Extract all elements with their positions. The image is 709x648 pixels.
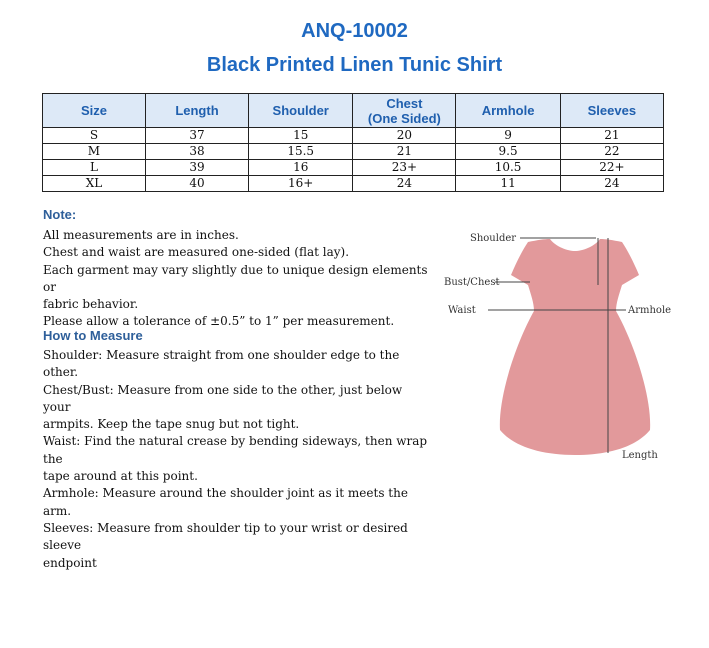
table-row (43, 160, 664, 176)
table-cell: 9.5 (456, 144, 560, 160)
how-to-measure-text (43, 347, 428, 572)
table-cell: 24 (353, 176, 456, 192)
table-cell: 16 (249, 160, 353, 176)
product-code: ANQ-10002 (301, 20, 408, 42)
armhole-label: Armhole (628, 305, 672, 316)
column-header-armhole: Armhole (456, 94, 560, 128)
shoulder-label: Shoulder (470, 233, 517, 244)
table-cell: 15.5 (249, 144, 353, 160)
note-line: All measurements are in inches. (43, 228, 239, 242)
table-cell: 15 (249, 128, 353, 144)
table-cell: M (43, 144, 146, 160)
column-header-length: Length (145, 94, 248, 128)
note-heading: Note: (43, 207, 77, 222)
note-line: Each garment may vary slightly due to unique design elements or (43, 262, 428, 294)
length-label: Length (622, 450, 658, 461)
measure-line: Chest/Bust: Measure from one side to the other, just below your (43, 382, 403, 414)
note-text (43, 227, 428, 331)
measure-line: endpoint (43, 555, 97, 570)
table-cell: 16+ (249, 176, 353, 192)
table-cell: XL (43, 176, 146, 192)
table-cell: 21 (560, 128, 663, 144)
product-title: Black Printed Linen Tunic Shirt (206, 54, 503, 76)
table-cell: 21 (353, 144, 456, 160)
table-cell: 40 (145, 176, 248, 192)
table-cell: 39 (145, 160, 248, 176)
table-cell: 10.5 (456, 160, 560, 176)
measure-line: Shoulder: Measure straight from one shoulder edge to the other. (43, 348, 400, 380)
table-cell: 22+ (560, 160, 663, 176)
dress-illustration (500, 239, 650, 455)
waist-label: Waist (448, 305, 476, 316)
measure-line: tape around at this point. (43, 469, 198, 484)
measure-line: Waist: Find the natural crease by bending sideways, then wrap the (43, 434, 428, 466)
column-header-shoulder: Shoulder (249, 94, 353, 128)
how-to-measure-heading: How to Measure (43, 328, 143, 343)
table-cell: L (43, 160, 146, 176)
table-cell: 11 (456, 176, 560, 192)
measure-line: Armhole: Measure around the shoulder joint as it meets the arm. (43, 486, 408, 518)
note-line: Please allow a tolerance of ±0.5” to 1” per measurement. (43, 314, 395, 329)
table-row (43, 176, 664, 192)
measure-line: Sleeves: Measure from shoulder tip to your wrist or desired sleeve (43, 520, 408, 553)
table-row (43, 128, 664, 144)
bust-label: Bust/Chest (444, 277, 500, 288)
size-chart-table (42, 93, 664, 192)
note-line: fabric behavior. (43, 297, 139, 312)
table-cell: 9 (456, 128, 560, 144)
table-cell: S (43, 128, 146, 144)
table-row (43, 144, 664, 160)
column-header-size: Size (43, 94, 146, 128)
column-header-chest: Chest (One Sided) (353, 94, 456, 128)
table-cell: 38 (145, 144, 248, 160)
table-cell: 24 (560, 176, 663, 192)
dress-measurement-diagram (440, 225, 680, 470)
table-cell: 23+ (353, 160, 456, 176)
column-header-sleeves: Sleeves (560, 94, 663, 128)
table-cell: 37 (145, 128, 248, 144)
table-cell: 22 (560, 144, 663, 160)
measure-line: armpits. Keep the tape snug but not tight. (43, 417, 300, 432)
table-header-row (43, 94, 664, 128)
note-line: Chest and waist are measured one-sided (flat lay). (43, 245, 350, 260)
table-cell: 20 (353, 128, 456, 144)
